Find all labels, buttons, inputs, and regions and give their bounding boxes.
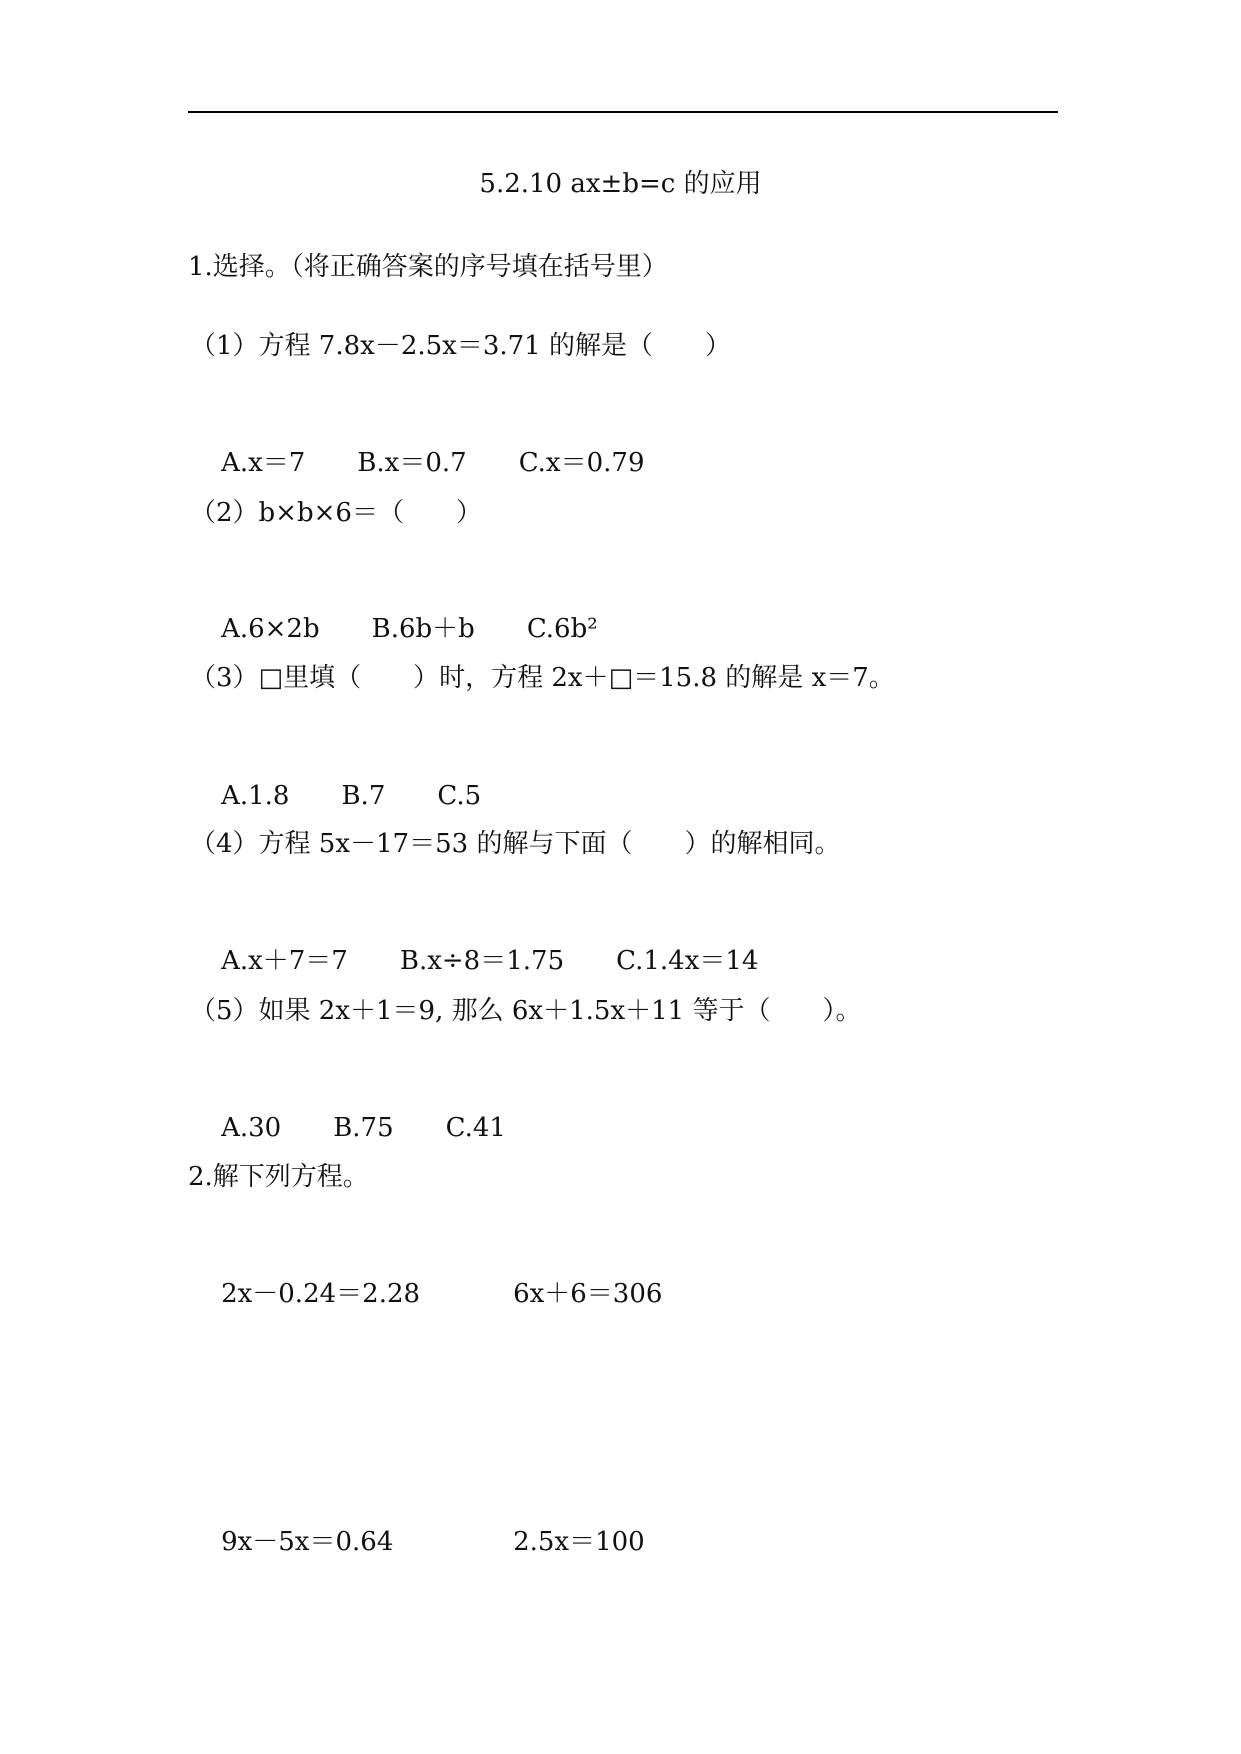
equation-row-2 — [188, 1491, 645, 1557]
question-4-options — [188, 910, 810, 976]
question-5-stem: （5）如果 2x＋1＝9, 那么 6x＋1.5x＋11 等于（ ）。 — [190, 996, 862, 1026]
page-title: 5.2.10 ax±b=c 的应用 — [479, 169, 762, 199]
option-a: A.6×2b — [221, 614, 320, 644]
option-c: C.41 — [445, 1113, 506, 1143]
option-c: C.5 — [437, 781, 482, 811]
question-2-options — [188, 578, 650, 644]
option-b: B.75 — [333, 1113, 394, 1143]
option-b: B.7 — [341, 781, 386, 811]
section2-heading: 2.解下列方程。 — [188, 1162, 369, 1192]
question-5-options — [188, 1077, 558, 1143]
question-2-stem: （2）b×b×6＝（ ） — [190, 498, 482, 528]
option-c: C.1.4x＝14 — [616, 946, 759, 976]
option-c: C.6b² — [526, 614, 598, 644]
option-a: A.x＋7＝7 — [221, 946, 348, 976]
equation: 9x－5x＝0.64 — [221, 1527, 394, 1557]
option-b: B.x÷8＝1.75 — [399, 946, 565, 976]
equation: 2x－0.24＝2.28 — [221, 1279, 421, 1309]
header-rule — [188, 111, 1058, 113]
question-1-options — [188, 412, 697, 478]
question-3-options — [188, 745, 533, 811]
option-c: C.x＝0.79 — [518, 448, 645, 478]
question-3-stem: （3）□里填（ ）时，方程 2x＋□＝15.8 的解是 x＝7。 — [190, 663, 895, 693]
question-4-stem: （4）方程 5x－17＝53 的解与下面（ ）的解相同。 — [190, 829, 841, 859]
section1-heading: 1.选择。（将正确答案的序号填在括号里） — [188, 252, 668, 282]
equation: 6x＋6＝306 — [513, 1279, 663, 1309]
option-a: A.1.8 — [221, 781, 290, 811]
equation: 2.5x＝100 — [513, 1527, 645, 1557]
equation-row-1 — [188, 1243, 663, 1309]
option-b: B.6b＋b — [371, 614, 475, 644]
option-a: A.30 — [221, 1113, 282, 1143]
question-1-stem: （1）方程 7.8x－2.5x＝3.71 的解是（ ） — [190, 331, 731, 361]
option-a: A.x＝7 — [221, 448, 306, 478]
option-b: B.x＝0.7 — [357, 448, 467, 478]
